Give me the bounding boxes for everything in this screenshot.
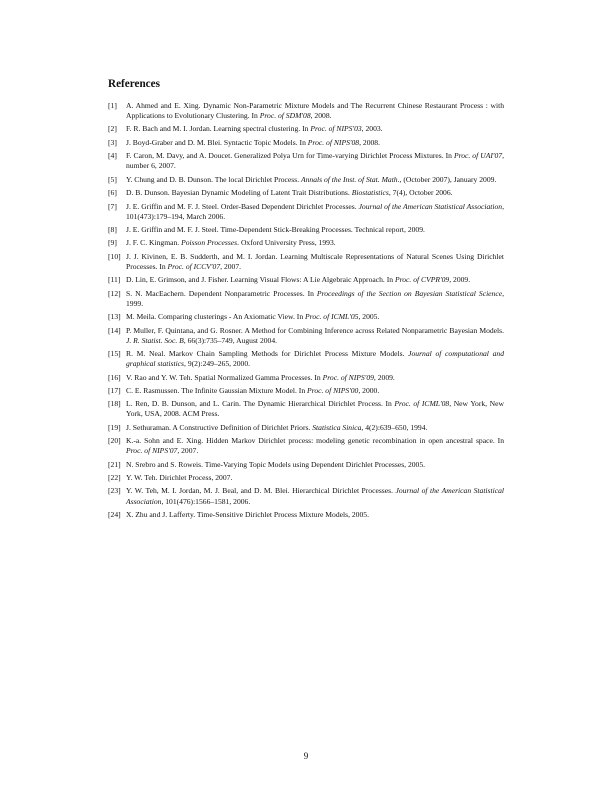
reference-text-part: , 2007.	[220, 261, 242, 271]
reference-item	[108, 101, 504, 121]
reference-number: [9]	[108, 238, 117, 248]
reference-number: [22]	[108, 473, 121, 483]
reference-text-part: J. E. Griffin and M. F. J. Steel. Time-Dependent Stick-Breaking Processes. Technical report, 2009.	[126, 225, 425, 235]
reference-text-part: J. J. Kivinen, E. B. Sudderth, and M. I. Jordan. Learning Multiscale Representations of Natural Scenes Using Dirichlet Processes. In	[126, 251, 504, 271]
reference-item	[108, 188, 504, 198]
reference-number: [20]	[108, 436, 121, 446]
reference-venue: Poisson Processes	[181, 238, 238, 248]
reference-text	[126, 486, 504, 506]
reference-text	[126, 151, 504, 171]
reference-venue: Proc. of ICCV'07	[167, 261, 221, 271]
reference-item	[108, 275, 504, 285]
reference-list	[108, 101, 504, 520]
reference-venue: Proc. of UAI'07	[453, 151, 503, 161]
reference-text-part: D. Lin, E. Grimson, and J. Fisher. Learning Visual Flows: A Lie Algebraic Approach. In	[126, 275, 395, 285]
reference-item	[108, 202, 504, 222]
reference-item	[108, 486, 504, 506]
reference-text	[126, 252, 504, 272]
reference-number: [14]	[108, 325, 121, 335]
reference-text	[126, 399, 504, 419]
reference-venue: Proc. of NIPS'09	[322, 372, 374, 382]
reference-text-part: F. Caron, M. Davy, and A. Doucet. Generalized Polya Urn for Time-varying Dirichlet Process Mixtures. In	[126, 151, 454, 161]
reference-venue: Proc. of CVPR'09	[394, 275, 450, 285]
reference-number: [5]	[108, 174, 117, 184]
reference-text-part: R. M. Neal. Markov Chain Sampling Methods for Dirichlet Process Mixture Models.	[126, 349, 409, 359]
reference-venue: Statistica Sinica	[312, 422, 362, 432]
reference-text	[126, 349, 504, 369]
reference-item	[108, 151, 504, 171]
reference-text-part: , 7(4), October 2006.	[388, 188, 453, 198]
reference-text-part: , 9(2):249–265, 2000.	[184, 359, 251, 369]
reference-number: [19]	[108, 422, 121, 432]
reference-number: [10]	[108, 251, 121, 261]
reference-number: [13]	[108, 312, 121, 322]
reference-text-part: P. Muller, F. Quintana, and G. Rosner. A Method for Combining Inference across Related Nonparametric Bayesian Models.	[126, 325, 504, 335]
reference-text-part: J. E. Griffin and M. F. J. Steel. Order-Based Dependent Dirichlet Processes.	[126, 201, 359, 211]
reference-venue: Proc. of NIPS'07	[126, 446, 178, 456]
reference-text-part: X. Zhu and J. Lafferty. Time-Sensitive Dirichlet Process Mixture Models, 2005.	[126, 509, 369, 519]
reference-text	[126, 326, 504, 346]
reference-text-part: C. E. Rasmussen. The Infinite Gaussian Mixture Model. In	[126, 385, 308, 395]
reference-item	[108, 252, 504, 272]
reference-text	[126, 138, 504, 148]
reference-text	[126, 386, 504, 396]
reference-text	[126, 101, 504, 121]
reference-text	[126, 238, 504, 248]
reference-item	[108, 238, 504, 248]
reference-text-part: S. N. MacEachern. Dependent Nonparametric Processes. In	[126, 288, 317, 298]
reference-item	[108, 124, 504, 134]
reference-venue: Proc. of NIPS'03	[310, 124, 362, 134]
reference-text-part: Y. Chung and D. B. Dunson. The local Dirichlet Process.	[126, 174, 301, 184]
reference-venue: Journal of the American Statistical Association	[358, 201, 503, 211]
reference-number: [4]	[108, 151, 117, 161]
reference-item	[108, 312, 504, 322]
reference-text-part: , 2009.	[449, 275, 471, 285]
reference-text-part: , 2003.	[361, 124, 383, 134]
reference-text	[126, 225, 504, 235]
reference-text	[126, 423, 504, 433]
reference-venue: Proc. of NIPS'08	[307, 137, 360, 147]
reference-text-part: Y. W. Teh, M. I. Jordan, M. J. Beal, and D. M. Blei. Hierarchical Dirichlet Processes.	[126, 486, 396, 496]
reference-text-part: , 2007.	[177, 446, 199, 456]
reference-text-part: , 2008.	[359, 137, 380, 147]
reference-number: [12]	[108, 288, 121, 298]
reference-item	[108, 460, 504, 470]
reference-text-part: N. Srebro and S. Roweis. Time-Varying Topic Models using Dependent Dirichlet Processes, 2005.	[126, 459, 426, 469]
reference-text	[126, 289, 504, 309]
reference-venue: Proc. of ICML'05	[305, 312, 359, 322]
reference-text-part: , number 6, 2007.	[126, 151, 504, 171]
reference-number: [11]	[108, 275, 121, 285]
reference-venue: Proc. of ICML'08	[394, 399, 450, 409]
reference-text-part: V. Rao and Y. W. Teh. Spatial Normalized Gamma Processes. In	[126, 372, 323, 382]
reference-number: [8]	[108, 225, 117, 235]
reference-text-part: D. B. Dunson. Bayesian Dynamic Modeling of Latent Trait Distributions.	[126, 188, 352, 198]
reference-text-part: , New York, New York, USA, 2008. ACM Press.	[126, 399, 505, 419]
reference-item	[108, 436, 504, 456]
reference-number: [18]	[108, 399, 121, 409]
reference-text-part: , 1999.	[126, 288, 504, 308]
reference-text-part: , 2009.	[373, 372, 395, 382]
reference-text-part: L. Ren, D. B. Dunson, and L. Carin. The Dynamic Hierarchical Dirichlet Process. In	[126, 399, 395, 409]
reference-venue: J. R. Statist. Soc. B	[126, 335, 184, 345]
reference-item	[108, 423, 504, 433]
reference-text-part: , 101(476):1566–1581, 2006.	[161, 496, 251, 506]
reference-text-part: , 2005.	[358, 312, 380, 322]
reference-item	[108, 289, 504, 309]
page-number: 9	[303, 751, 309, 761]
reference-venue: Journal of computational and graphical statistics	[126, 349, 504, 369]
reference-item	[108, 473, 504, 483]
reference-text-part: , 2000.	[358, 385, 380, 395]
reference-text-part: M. Meila. Comparing clusterings - An Axiomatic View. In	[126, 312, 306, 322]
reference-text-part: , 101(473):179–194, March 2006.	[126, 201, 505, 221]
reference-item	[108, 326, 504, 346]
reference-venue: Proc. of NIPS'00	[307, 385, 359, 395]
reference-text	[126, 373, 504, 383]
reference-text-part: J. F. C. Kingman.	[126, 238, 182, 248]
reference-venue: Biostatistics	[351, 188, 389, 198]
reference-text-part: J. Boyd-Graber and D. M. Blei. Syntactic Topic Models. In	[126, 137, 308, 147]
reference-text	[126, 436, 504, 456]
reference-text	[126, 460, 504, 470]
reference-item	[108, 399, 504, 419]
reference-item	[108, 175, 504, 185]
reference-number: [16]	[108, 372, 121, 382]
reference-number: [2]	[108, 124, 117, 134]
reference-text-part: F. R. Bach and M. I. Jordan. Learning spectral clustering. In	[126, 124, 311, 134]
reference-number: [6]	[108, 188, 117, 198]
reference-venue: Proc. of SDM'08	[259, 111, 311, 121]
reference-text-part: , 66(3):735–749, August 2004.	[183, 335, 278, 345]
reference-number: [21]	[108, 459, 121, 469]
reference-text	[126, 188, 504, 198]
reference-item	[108, 373, 504, 383]
reference-item	[108, 510, 504, 520]
reference-text-part: , 4(2):639–650, 1994.	[361, 422, 428, 432]
reference-text	[126, 312, 504, 322]
reference-text-part: , (October 2007), January 2009.	[399, 174, 497, 184]
reference-text	[126, 175, 504, 185]
reference-number: [24]	[108, 509, 121, 519]
reference-item	[108, 386, 504, 396]
reference-item	[108, 349, 504, 369]
reference-text	[126, 275, 504, 285]
reference-venue: Annals of the Inst. of Stat. Math.	[301, 174, 400, 184]
reference-text	[126, 202, 504, 222]
reference-number: [7]	[108, 201, 117, 211]
reference-text	[126, 124, 504, 134]
reference-venue: Journal of the American Statistical Association	[126, 486, 504, 506]
reference-item	[108, 138, 504, 148]
reference-text-part: , 2008.	[310, 111, 332, 121]
reference-text-part: K.-a. Sohn and E. Xing. Hidden Markov Dirichlet process: modeling genetic recombination in open ancestral space. In	[126, 436, 504, 446]
reference-text	[126, 510, 504, 520]
references-section	[108, 78, 504, 523]
reference-number: [15]	[108, 349, 121, 359]
reference-number: [23]	[108, 486, 121, 496]
reference-item	[108, 225, 504, 235]
reference-text-part: J. Sethuraman. A Constructive Definition of Dirichlet Priors.	[126, 422, 313, 432]
reference-number: [1]	[108, 101, 117, 110]
reference-text-part: A. Ahmed and E. Xing. Dynamic Non-Parametric Mixture Models and The Recurrent Chinese Restaurant Process : with Applications to Evolutionary Clustering. In	[126, 101, 504, 121]
reference-number: [17]	[108, 385, 121, 395]
reference-venue: Proceedings of the Section on Bayesian Statistical Science	[316, 288, 503, 298]
reference-number: [3]	[108, 137, 117, 147]
reference-text-part: Y. W. Teh. Dirichlet Process, 2007.	[126, 473, 233, 483]
section-title: References	[108, 78, 160, 90]
reference-text	[126, 473, 504, 483]
reference-text-part: . Oxford University Press, 1993.	[237, 238, 336, 248]
